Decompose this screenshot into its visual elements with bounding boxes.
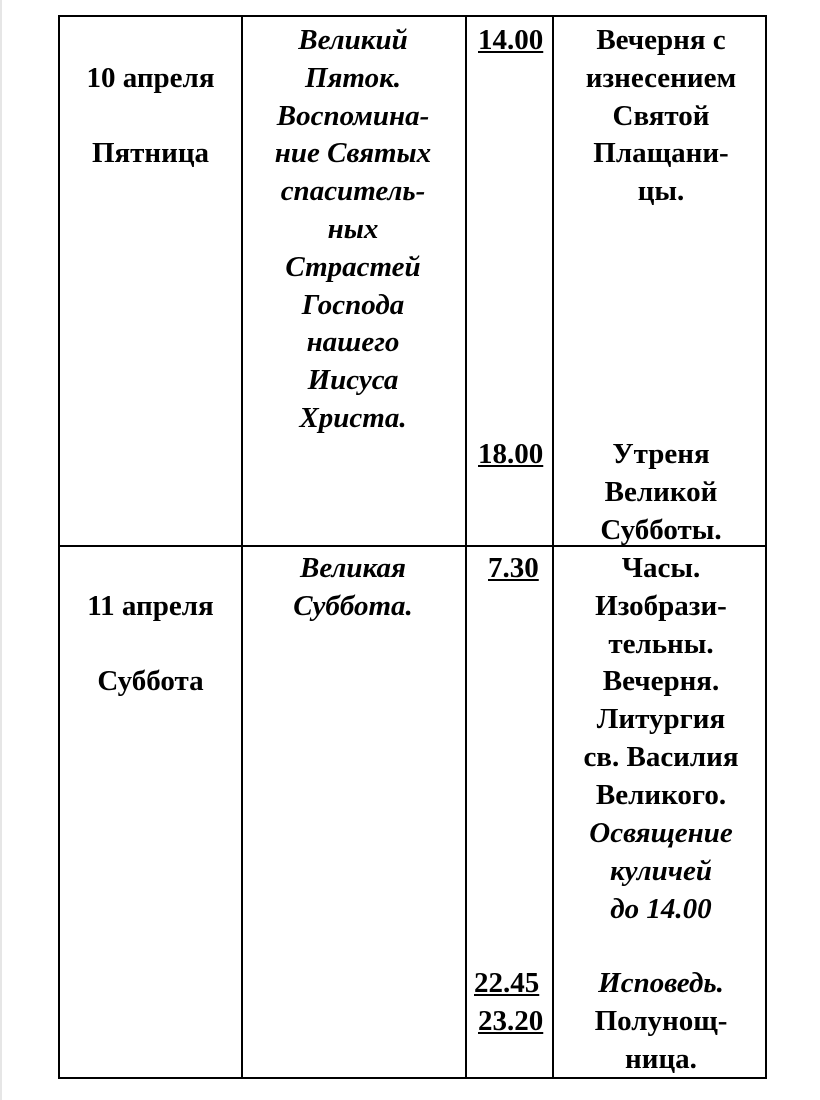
column-divider [552, 15, 554, 1079]
service-title: Утреня Великой Субботы. [600, 438, 722, 546]
table-border-left [58, 15, 60, 1079]
feast-text: Великий Пяток. Воспомина- ние Святых спаситель- ных Страстей Господа нашего Иисуса Христа. [274, 24, 432, 434]
feast-text: Великая Суббота. [293, 552, 413, 622]
service-time: 23.20 [478, 1005, 544, 1037]
service-title: Вечерня с изнесением Святой Плащани- цы. [585, 24, 737, 208]
date-text: 10 апреля [86, 61, 215, 94]
service-note: Освящение куличей до 14.00 [589, 817, 733, 925]
weekday-text: Суббота [97, 665, 204, 698]
date-text: 11 апреля [87, 589, 214, 622]
service-time: 18.00 [478, 438, 544, 470]
service-title: Исповедь. [598, 967, 724, 999]
column-divider [241, 15, 243, 1079]
service-title: Часы. Изобрази- тельны. Вечерня. Литургия св. Василия Великого. [583, 552, 739, 811]
table-border-top [58, 15, 767, 17]
service-time: 22.45 [474, 967, 540, 999]
service-title: Полунощ- ница. [594, 1005, 728, 1075]
column-divider [465, 15, 467, 1079]
service-time: 14.00 [478, 24, 544, 56]
service-time: 7.30 [488, 552, 539, 584]
date-cell [62, 550, 239, 739]
date-cell [62, 22, 239, 211]
weekday-text: Пятница [91, 137, 210, 170]
